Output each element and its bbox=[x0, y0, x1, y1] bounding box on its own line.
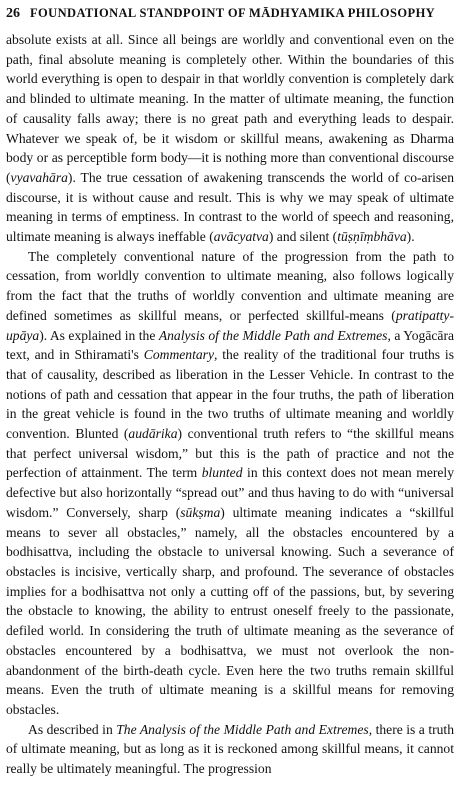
text-run: absolute exists at all. Since all beings are worldly and conventional even on the path, final absolute meaning is completely other. Within the boundaries of this world everything is open to despair in that worldly convention is completely dark and blinded to ultimate meaning. In the matter of ultimate meaning, the function of causality falls away; there is no great path and everything leads to despair. Whatever we speak of, be it wisdom or skillful means, awakening as Dharma body or as perceptible form body—it is nothing more than conventional discourse ( bbox=[6, 32, 454, 185]
text-run: , there is a truth of ultimate meaning, but as long as it is reckoned among skillful means, it cannot really be ultimately meaningful. The progression bbox=[6, 721, 454, 777]
italic-term: sūkṣma bbox=[180, 504, 221, 520]
running-title: FOUNDATIONAL STANDPOINT OF MĀDHYAMIKA PHILOSOPHY bbox=[30, 6, 436, 20]
running-header bbox=[6, 6, 454, 30]
text-run: ). As explained in the bbox=[39, 327, 159, 343]
italic-term: Commentary bbox=[143, 347, 214, 363]
italic-term: avācyatva bbox=[213, 229, 269, 245]
text-run: , a Yogācāra text, and in Sthiramati's bbox=[6, 327, 455, 363]
body-text bbox=[6, 30, 454, 779]
text-run: ) and silent ( bbox=[268, 229, 338, 245]
text-run: , the reality of the traditional four truths is that of causality, described as liberation in the Lesser Vehicle. In contrast to the notions of path and cessation that appear in the four truths, the path of liberation in the great vehicle is found in the two truths of ultimate meaning and worldly convention. Blunted ( bbox=[6, 347, 454, 442]
text-run: As described in bbox=[28, 721, 117, 737]
text-run: in this context does not mean merely defective but also horizontally “spread out” and thus having to do with “universal wisdom.” Conversely, sharp ( bbox=[6, 465, 454, 520]
italic-term: Analysis of the Middle Path and Extremes bbox=[158, 327, 388, 343]
paragraph bbox=[6, 720, 454, 779]
italic-term: pratipatty-upāya bbox=[6, 307, 454, 343]
italic-term: vyavahāra bbox=[10, 169, 68, 185]
text-run: ) ultimate meaning indicates a “skillful means to sever all obstacles,” namely, all the obstacles encountered by a bodhisattva, including the obstacle to universal knowing. Such a severance of obstacles is incisive, vertically sharp, and profound. The severance of obstacles implies for a bodhisattva not only a cutting off of the passions, but, by severing the obstacle to knowing, the ability to entrust oneself freely to the passionate, defiled world. In considering the truth of ultimate meaning as the severance of obstacles encountered by a bodhisattva, we must not overlook the non-abandonment of the birth-death cycle. Even here the two truths remain skillful means. Even the truth of ultimate meaning is a skillful means for removing obstacles. bbox=[6, 504, 454, 717]
text-run: ) conventional truth refers to “the skillful means that perfect universal wisdom,” but this is the path of practice and not the perfection of attainment. The term bbox=[6, 426, 454, 481]
page-number: 26 bbox=[6, 6, 20, 21]
paragraph bbox=[6, 247, 454, 720]
italic-term: audārika bbox=[128, 426, 178, 442]
italic-term: The Analysis of the Middle Path and Extremes bbox=[116, 721, 369, 737]
italic-term: tūṣṇīṃbhāva bbox=[337, 229, 407, 245]
text-run: ). bbox=[406, 229, 415, 245]
text-run: ). The true cessation of awakening transcends the world of co-arisen discourse, it is without cause and result. This is why we may speak of ultimate meaning in terms of emptiness. In contrast to the world of speech and reasoning, ultimate meaning is always ineffable ( bbox=[6, 169, 454, 245]
italic-term: blunted bbox=[201, 465, 243, 481]
paragraph bbox=[6, 30, 454, 247]
text-run: The completely conventional nature of the progression from the path to cessation, from worldly convention to ultimate meaning, also follows logically from the fact that the truths of worldly convention and ultimate meaning are defined sometimes as skillful means, or perfected skillful-means ( bbox=[6, 248, 454, 323]
